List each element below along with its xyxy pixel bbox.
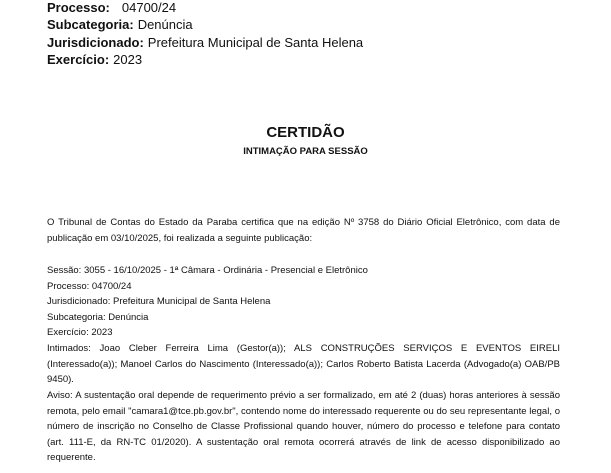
detail-processo: Processo: 04700/24 [47, 281, 132, 292]
detail-jurisdicionado: Jurisdicionado: Prefeitura Municipal de Santa Helena [47, 296, 271, 307]
detail-exercicio: Exercício: 2023 [47, 327, 113, 338]
exercicio-label: Exercício: [47, 52, 110, 67]
processo-label: Processo: [47, 0, 110, 15]
header-processo [47, 0, 176, 16]
subcategoria-value: Denúncia [137, 17, 193, 32]
detail-sessao: Sessão: 3055 - 16/10/2025 - 1ª Câmara - Ordinária - Presencial e Eletrônico [47, 265, 368, 276]
subcategoria-label: Subcategoria: [47, 17, 134, 32]
jurisdicionado-value: Prefeitura Municipal de Santa Helena [147, 35, 364, 50]
exercicio-value: 2023 [113, 52, 143, 67]
processo-value: 04700/24 [121, 0, 177, 15]
header-exercicio [47, 52, 142, 68]
detail-aviso: Aviso: A sustentação oral depende de requerimento prévio a ser formalizado, em até 2 (duas) horas anteriores à sessão remota, pelo email "camara1@tce.pb.gov.br", contendo nome do interessado requerente ou do seu representante legal, o número de inscrição no Conselho de Classe Profissional quando houver, número do processo e telefone para contato (art. 111-E, da RN-TC 01/2020). A sustentação oral remota ocorrerá através de link de acesso disponibilizado ao requerente. [47, 390, 560, 464]
document-title: CERTIDÃO [266, 124, 345, 141]
document-subtitle: INTIMAÇÃO PARA SESSÃO [243, 146, 368, 157]
jurisdicionado-label: Jurisdicionado: [47, 35, 144, 50]
header-subcategoria [47, 17, 193, 33]
header-jurisdicionado [47, 35, 363, 51]
detail-subcategoria: Subcategoria: Denúncia [47, 312, 149, 323]
detail-intimados: Intimados: Joao Cleber Ferreira Lima (Gestor(a)); ALS CONSTRUÇÕES SERVIÇOS E EVENTOS EIRELI (Interessado(a)); Manoel Carlos do Nascimento (Interessado(a)); Carlos Roberto Batista Lacerda (Advogado(a) OAB/PB 9450). [47, 343, 560, 386]
intro-paragraph: O Tribunal de Contas do Estado da Paraba certifica que na edição Nº 3758 do Diário Oficial Eletrônico, com data de publicação em 03/10/2025, foi realizada a seguinte publicação: [47, 217, 560, 244]
